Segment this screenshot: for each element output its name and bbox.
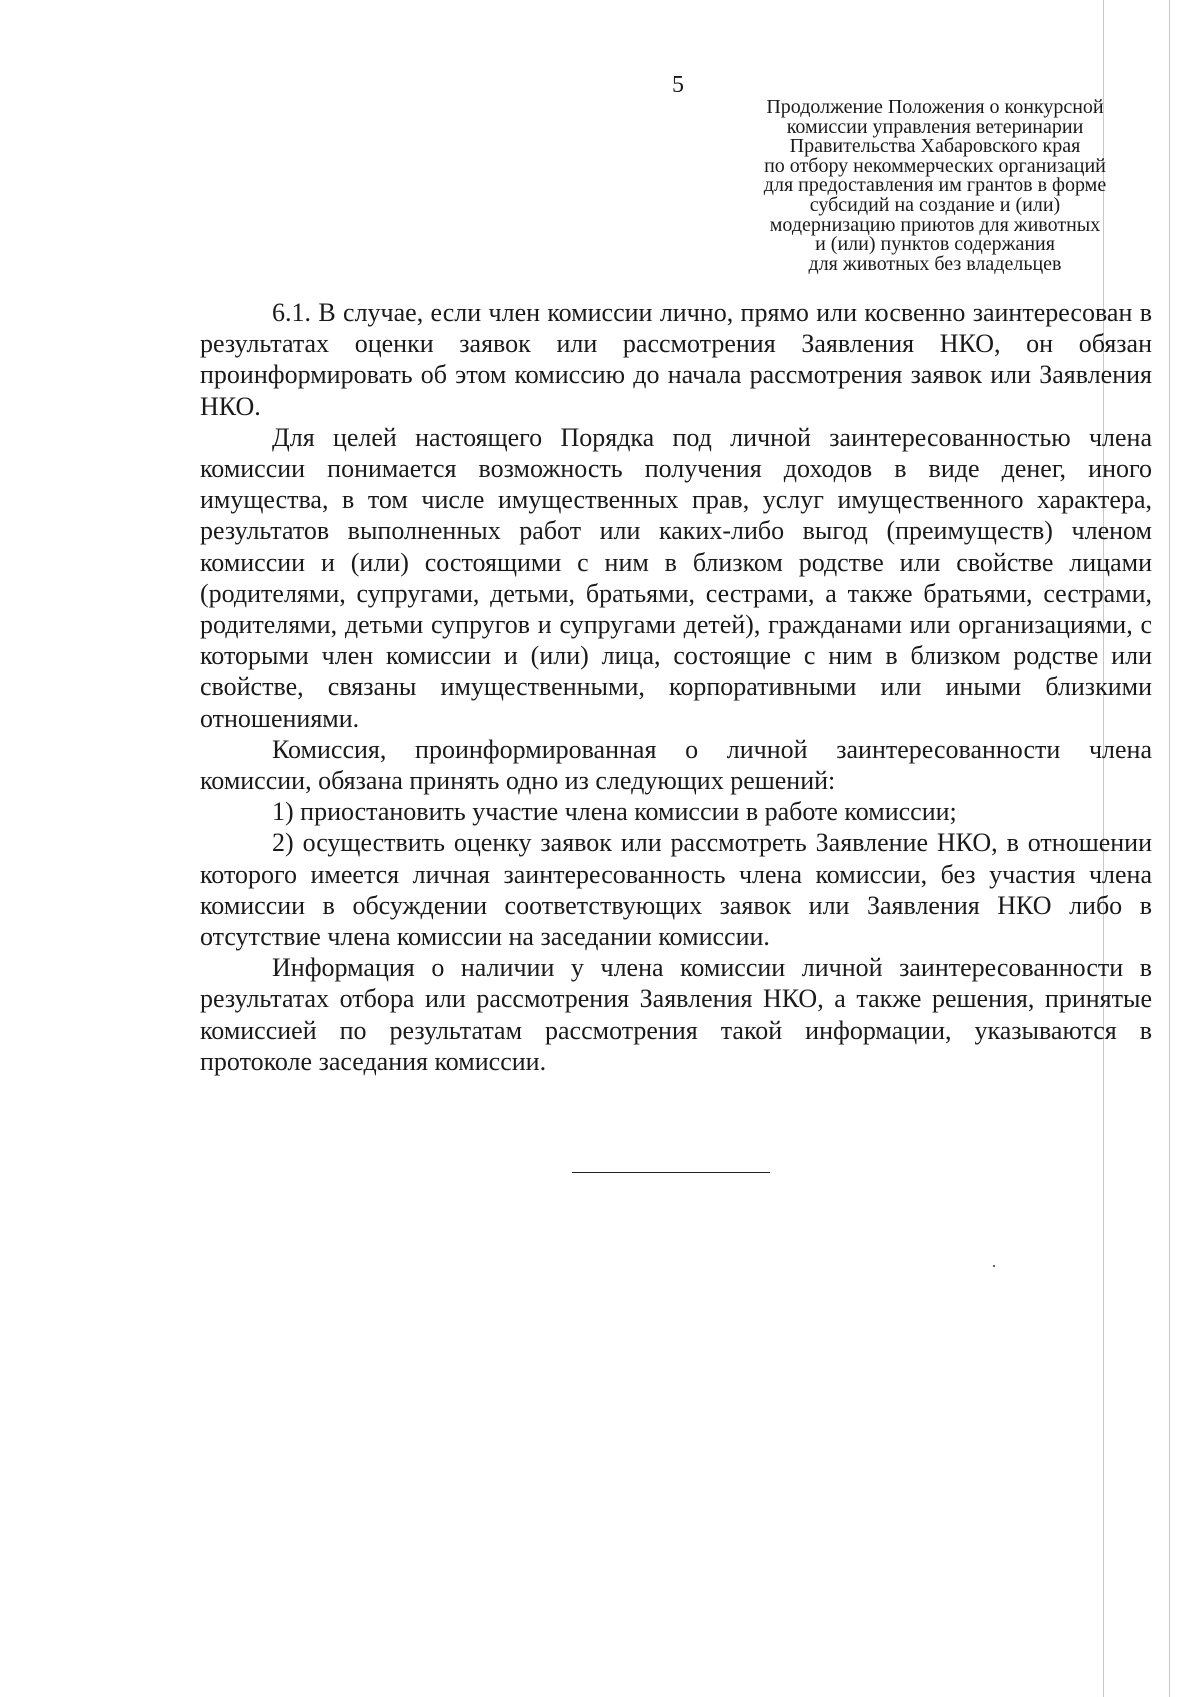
scan-speck: [993, 1265, 995, 1267]
header-line: для животных без владельцев: [808, 252, 1062, 275]
header-line: по отбору некоммерческих организаций: [764, 154, 1106, 177]
paragraph-protocol: Информация о наличии у члена комиссии личной заинтересованности в результатах отбора или рассмотрения Заявления НКО, а также решения, принятые комиссией по результатам рассмотрения такой информации, указываются в протоколе заседания комиссии.: [200, 953, 1152, 1076]
page-number: 5: [672, 72, 684, 98]
scan-edge-line-right: [1169, 0, 1170, 1697]
header-line: Правительства Хабаровского края: [789, 135, 1081, 158]
paragraph-commission-decision: Комиссия, проинформированная о личной заинтересованности члена комиссии, обязана принять одно из следующих решений:: [200, 734, 1152, 796]
header-line: модернизацию приютов для животных: [769, 213, 1101, 236]
document-body: [200, 297, 1152, 1077]
header-line: комиссии управления ветеринарии: [786, 115, 1084, 138]
header-line: субсидий на создание и (или): [809, 193, 1061, 216]
header-line: и (или) пунктов содержания: [815, 233, 1055, 256]
list-item-evaluate-without-member: 2) осуществить оценку заявок или рассмотреть Заявление НКО, в отношении которого имеется личная заинтересованность члена комиссии, без участия члена комиссии в обсуждении соответствующих заявок или Заявления НКО либо в отсутствие члена комиссии на заседании комиссии.: [200, 828, 1152, 952]
end-of-text-rule: [572, 1172, 770, 1173]
header-line: Продолжение Положения о конкурсной: [766, 96, 1104, 118]
header-line: для предоставления им грантов в форме: [763, 174, 1107, 197]
paragraph-definition: Для целей настоящего Порядка под личной заинтересованностью члена комиссии понимается возможность получения доходов в виде денег, иного имущества, в том числе имущественных прав, услуг имущественного характера, результатов выполненных работ или каких-либо выгод (преимуществ) членом комиссии и (или) состоящими с ним в близком родстве или свойстве лицами (родителями, супругами, детьми, братьями, сестрами, а также братьями, сестрами, родителями, детьми супругов и супругами детей), гражданами или организациями, с которыми член комиссии и (или) лица, состоящие с ним в близком родстве или свойстве, связаны имущественными, корпоративными или иными близкими отношениями.: [200, 422, 1152, 733]
list-item-suspend: 1) приостановить участие члена комиссии в работе комиссии;: [272, 797, 957, 827]
paragraph-conflict-of-interest: 6.1. В случае, если член комиссии лично, прямо или косвенно заинтересован в результатах оценки заявок или рассмотрения Заявления НКО, он обязан проинформировать об этом комиссию до начала рассмотрения заявок или Заявления НКО.: [200, 298, 1152, 421]
document-header: [715, 98, 1155, 274]
